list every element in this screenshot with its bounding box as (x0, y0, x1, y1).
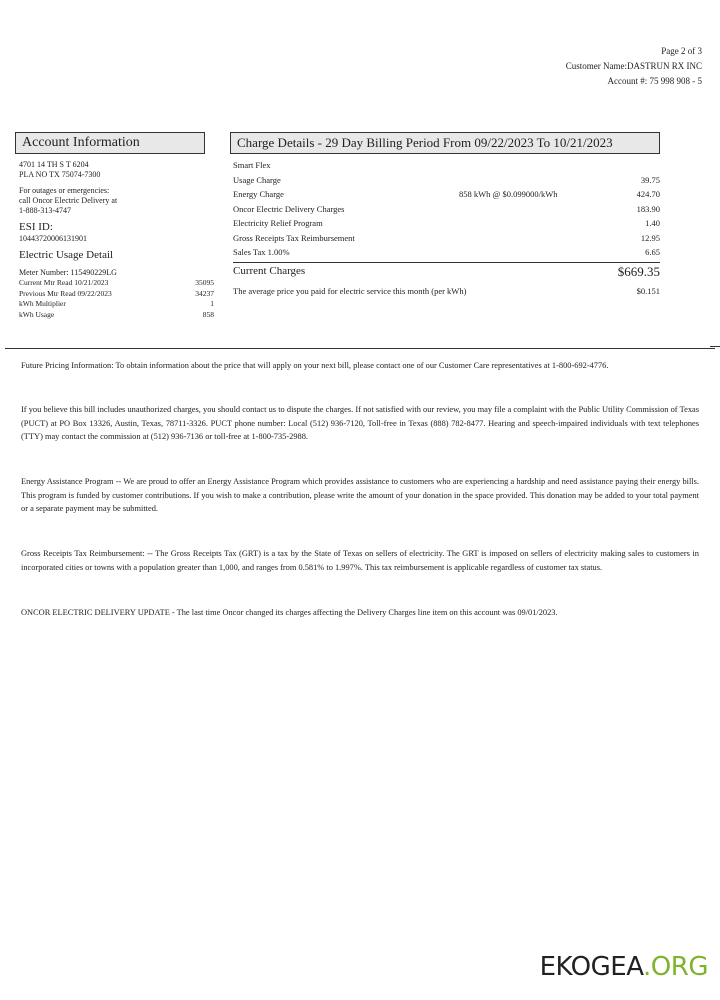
meter-row-value: 34237 (195, 288, 214, 298)
meter-row-value: 1 (210, 299, 214, 308)
meter-row-label: Current Mtr Read 10/21/2023 (19, 278, 109, 287)
gross-receipts-tax-paragraph: Gross Receipts Tax Reimbursement: -- The Gross Receipts Tax (GRT) is a tax by the State of Texas on sellers of electricity. The GRT is imposed on sellers of electricity making sales to customers in incorporated cities or towns with a population greater than 1,000, and ranges from 0.581% to 1.997%. This tax reimbursement is applicable regardless of customer tax status. (21, 549, 699, 572)
charge-row (233, 231, 660, 246)
current-charges-amount: $669.35 (617, 263, 660, 279)
meter-row-value: 35095 (195, 278, 214, 287)
electric-usage-detail-heading: Electric Usage Detail (19, 249, 114, 261)
charge-label: Sales Tax 1.00% (233, 247, 290, 257)
plan-label: Smart Flex (233, 160, 271, 170)
esi-id-value: 10443720006131901 (19, 234, 87, 243)
account-information-panel (19, 160, 214, 320)
average-price-label: The average price you paid for electric service this month (per kWh) (233, 285, 467, 296)
charge-amount: 39.75 (640, 174, 660, 185)
average-price-amount: $0.151 (636, 285, 660, 296)
outage-info: For outages or emergencies: (19, 186, 110, 195)
section-divider (5, 348, 715, 349)
esi-id-label: ESI ID: (19, 221, 53, 233)
watermark-part: .ORG (643, 952, 708, 982)
watermark-logo (540, 952, 708, 982)
meter-row (19, 310, 214, 321)
meter-row-label: Previous Mtr Read 09/22/2023 (19, 288, 112, 298)
charge-amount: 1.40 (645, 218, 660, 228)
header (442, 44, 702, 89)
meter-number: Meter Number: 115490229LG (19, 268, 117, 277)
charge-rate: 858 kWh @ $0.099000/kWh (459, 189, 558, 199)
account-number: Account #: 75 998 908 - 5 (607, 76, 702, 86)
charge-amount: 6.65 (645, 247, 660, 257)
account-information-title: Account Information (15, 132, 205, 154)
charge-label: Usage Charge (233, 174, 281, 185)
current-charges-row (233, 262, 660, 280)
dispute-paragraph: If you believe this bill includes unauthorized charges, you should contact us to dispute the charges. If not satisfied with our review, you may file a complaint with the Public Utility Commission of Texas (PUCT) at PO Box 13326, Austin, Texas, 78711-3326. PUCT phone number: Local (512) 936-7120, Toll-free in Texas (888) 782-8477. Hearing and speech-impaired individuals with text telephones (TTY) may contact the commission at (512) 936-7136 or toll-free at 1-800-735-2988. (21, 405, 699, 441)
charge-amount: 424.70 (636, 189, 660, 199)
charge-label: Energy Charge (233, 189, 284, 199)
page-number: Page 2 of 3 (661, 46, 702, 56)
future-pricing-paragraph: Future Pricing Information: To obtain information about the price that will apply on your next bill, please contact one of our Customer Care representatives at 1-800-692-4776. (21, 361, 609, 370)
meter-row-label: kWh Multiplier (19, 299, 66, 308)
plan-name (233, 158, 660, 173)
outage-phone: 1-888-313-4747 (19, 206, 71, 215)
charge-row (233, 216, 660, 231)
meter-row-label: kWh Usage (19, 309, 55, 319)
oncor-update-paragraph: ONCOR ELECTRIC DELIVERY UPDATE - The last time Oncor changed its charges affecting the Delivery Charges line item on this account was 09/01/2023. (21, 608, 558, 617)
charge-row (233, 173, 660, 188)
outage-info: call Oncor Electric Delivery at (19, 196, 118, 205)
meter-row (19, 289, 214, 300)
charge-amount: 183.90 (636, 203, 660, 214)
section-divider-tick (710, 346, 720, 347)
charge-row (233, 245, 660, 260)
address-line: 4701 14 TH S T 6204 (19, 160, 89, 169)
charge-label: Oncor Electric Delivery Charges (233, 203, 345, 214)
charge-label: Gross Receipts Tax Reimbursement (233, 232, 355, 243)
charge-details-panel (233, 158, 660, 298)
address-line: PLA NO TX 75074-7300 (19, 170, 101, 179)
customer-name: Customer Name:DASTRUN RX INC (565, 61, 702, 71)
charge-row (233, 187, 660, 202)
charge-amount: 12.95 (640, 232, 660, 243)
meter-row (19, 278, 214, 289)
current-charges-label: Current Charges (233, 264, 306, 277)
meter-row-value: 858 (202, 309, 214, 319)
charge-row (233, 202, 660, 217)
charge-label: Electricity Relief Program (233, 218, 323, 228)
watermark-part: EKOGEA (539, 952, 644, 982)
energy-assistance-paragraph: Energy Assistance Program -- We are proud to offer an Energy Assistance Program which provides assistance to customers who are experiencing a hardship and need assistance paying their energy bills. This program is funded by customer contributions. If you wish to make a contribution, please write the amount of your donation in the space provided. This donation may be added to your total payment or a separate payment may be submitted. (21, 477, 699, 513)
average-price-row (233, 284, 660, 299)
meter-row (19, 299, 214, 310)
charge-details-title: Charge Details - 29 Day Billing Period From 09/22/2023 To 10/21/2023 (230, 132, 660, 154)
